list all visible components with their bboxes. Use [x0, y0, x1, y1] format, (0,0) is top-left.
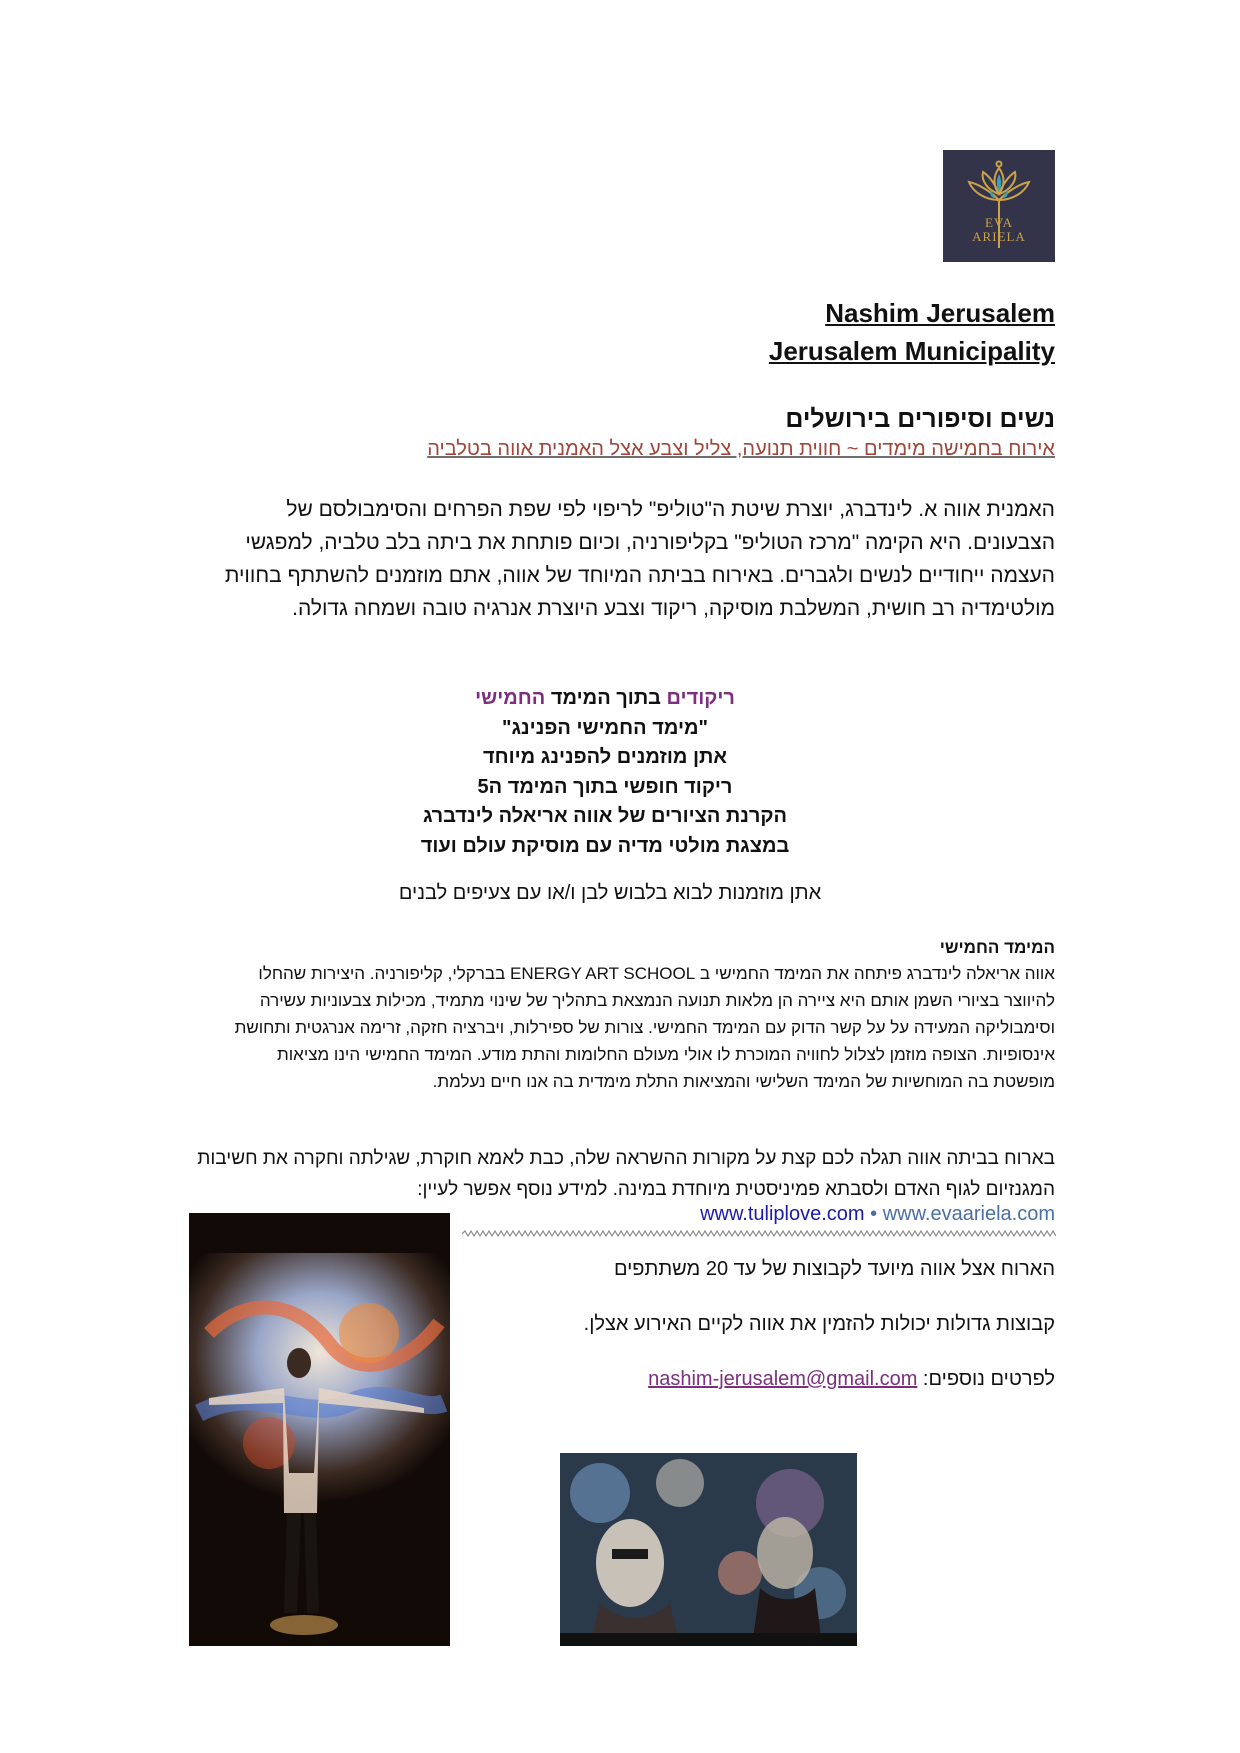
fifth-dimension-body: אווה אריאלה לינדברג פיתחה את המימד החמישי ב ENERGY ART SCHOOL בברקלי, קליפורניה. היצירות שהחלו להיווצר בציורי השמן אותם היא ציירה הן מלאות תנועה הנמצאת בתהליך של שינוי מתמיד, מכילות צבעוניות עשירה וסימבוליקה המעידה על על קשר הדוק עם המימד החמישי. צורות של ספירלות, ויברציה חזקה, זרימה אנרגטית ותחושת אינסופיות. הצופה מוזמן לצלול לחוויה המוכרת לו אולי מעולם החלומות והתת מודע. המימד החמישי הינו מציאות מופשטת בה המוחשיות של המימד השלישי והמציאות התלת מימדית בה אנו חיים נעלמת.	[234, 964, 1055, 1091]
website-links	[700, 1203, 1055, 1226]
org-name: Nashim Jerusalem	[825, 298, 1055, 328]
municipality-name: Jerusalem Municipality	[768, 336, 1055, 366]
dress-code-invite: אתן מוזמנות לבוא בלבוש לבן ו/או עם צעיפים לבנים	[398, 882, 822, 904]
link-separator: •	[864, 1203, 883, 1225]
highlight-line-6: במצגת מולטי מדיה עם מוסיקת עולם ועוד	[420, 834, 790, 857]
tulip-lotus-icon	[943, 150, 1055, 262]
projection-photo	[560, 1453, 857, 1646]
evaariela-link[interactable]: www.evaariela.com	[882, 1203, 1055, 1225]
event-highlights	[380, 684, 830, 861]
hosting-paragraph: בארוח בביתה אווה תגלה לכם קצת על מקורות ההשראה שלה, כבת לאמא חוקרת, שגילתה וחקרה את חשיבות המגנזיום לגוף האדם ולסבתא פמיניסטית מיוחדת במינה. למידע נוסף אפשר לעיין:	[197, 1148, 1055, 1200]
contact-label: לפרטים נוספים:	[917, 1368, 1055, 1390]
eva-ariela-logo	[943, 150, 1055, 262]
contact-details	[648, 1368, 1055, 1391]
tuliplove-link[interactable]: www.tuliplove.com	[700, 1203, 865, 1225]
page-title: נשים וסיפורים בירושלים	[785, 405, 1055, 433]
large-groups-note: קבוצות גדולות יכולות להזמין את אווה לקיים האירוע אצלן.	[583, 1313, 1055, 1335]
highlight-word-inside: בתוך המימד	[545, 687, 667, 709]
intro-paragraph: האמנית אווה א. לינדברג, יוצרת שיטת ה"טוליפ" לריפוי לפי שפת הפרחים והסימבולסם של הצבעונים. היא הקימה "מרכז הטוליפ" בקליפורניה, וכיום פותחת את ביתה בלב טלביה, למפגשי העצמה ייחודיים לנשים ולגברים. באירוח בביתה המיוחד של אווה, אתם מוזמנים להשתתף בחווית מולטימדיה רב חושית, המשלבת מוסיקה, ריקוד וצבע היוצרת אנרגיה טובה ושמחה גדולה.	[224, 498, 1055, 620]
group-size-note: הארוח אצל אווה מיועד לקבוצות של עד 20 משתתפים	[613, 1258, 1055, 1280]
highlight-line-5: הקרנת הציורים של אווה אריאלה לינדברג	[422, 805, 787, 827]
logo-text	[943, 216, 1055, 244]
page-subtitle: אירוח בחמישה מימדים ~ חווית תנועה, צליל וצבע אצל האמנית אווה בטלביה	[427, 438, 1055, 460]
highlight-word-fifth: החמישי	[475, 687, 546, 709]
highlight-line-2: "מימד החמישי הפנינג"	[501, 716, 709, 739]
wavy-divider	[462, 1230, 1056, 1238]
highlight-line-3: אתן מוזמנים להפנינג מיוחד	[482, 746, 728, 768]
logo-text-line2: ARIELA	[972, 229, 1026, 244]
highlight-word-dances: ריקודים	[666, 687, 735, 709]
highlight-line-4: ריקוד חופשי בתוך המימד ה5	[477, 775, 733, 798]
fifth-dimension-title: המימד החמישי	[939, 938, 1055, 957]
highlight-line-1	[380, 684, 830, 714]
performance-photo	[189, 1213, 450, 1646]
contact-email-link[interactable]: nashim-jerusalem@gmail.com	[648, 1368, 918, 1390]
logo-text-line1: EVA	[984, 215, 1014, 230]
